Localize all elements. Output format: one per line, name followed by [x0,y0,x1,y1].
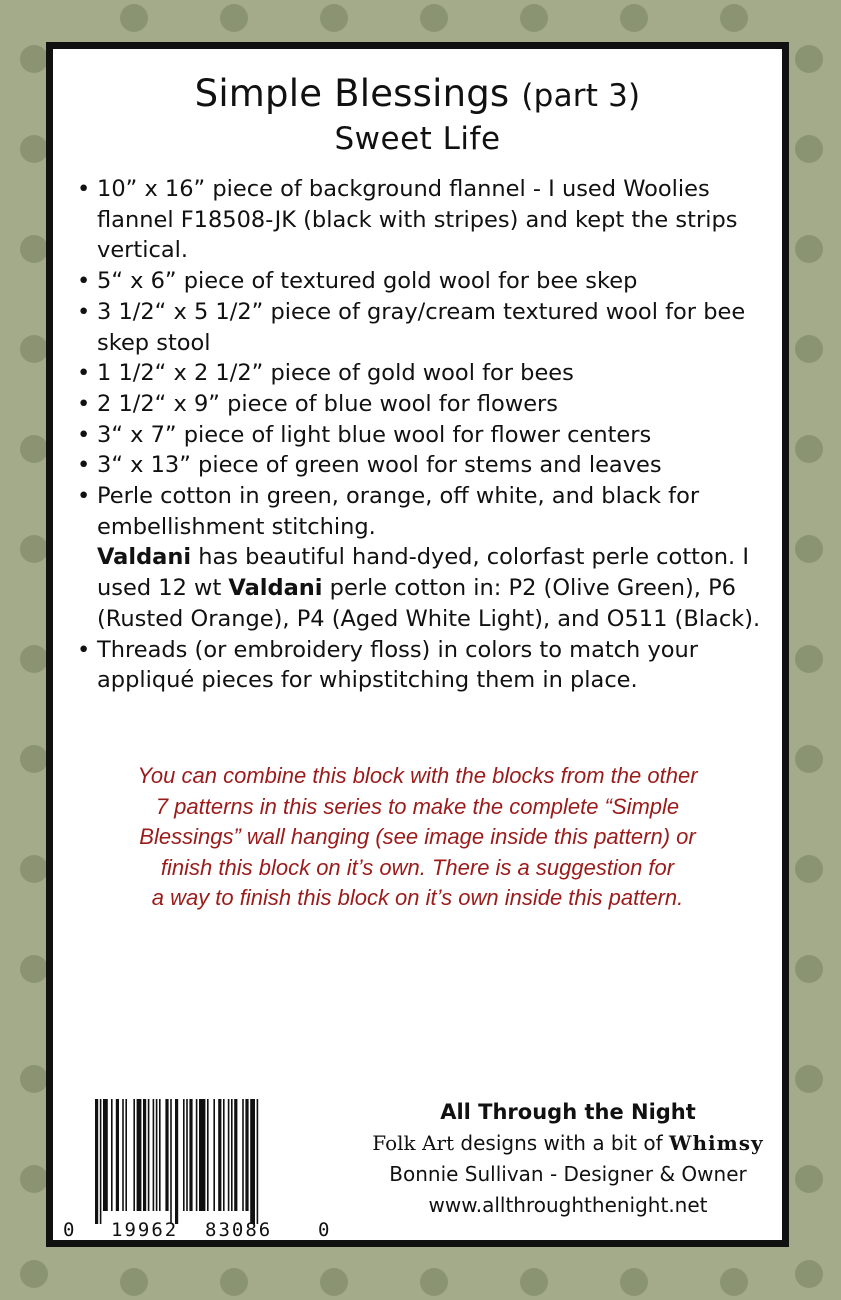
dot [795,1165,823,1193]
dot [20,45,48,73]
barcode-bar [196,1099,198,1211]
barcode-bar [257,1099,259,1224]
barcode-bars [91,1099,306,1224]
perle-cotton-text: Perle cotton in green, orange, off white, and black for embellishment stitching. [97,483,700,540]
dot [20,335,48,363]
barcode-bar [125,1099,127,1211]
dot [520,4,548,32]
valdani-text-1: has beautiful hand-dyed, colorfast perle cotton. [191,544,736,571]
barcode-bar [231,1099,233,1211]
dot [20,955,48,983]
dot [720,4,748,32]
valdani-paragraph [97,544,760,631]
dot [720,1268,748,1296]
barcode-right-digit: 0 [318,1219,330,1241]
dot [20,645,48,673]
dot [420,1268,448,1296]
dot [120,1268,148,1296]
company-name: All Through the Night [440,1100,696,1124]
valdani-text-3: perle cotton in: P2 (Olive Green), P6 (Rusted Orange), P4 (Aged White Light), and O511 (Black). [97,575,761,632]
dot [795,745,823,773]
barcode-bar [137,1099,142,1211]
supplies-list [77,174,767,696]
dot [120,4,148,32]
note-line: Blessings” wall hanging (see image inside this pattern) or [139,824,696,849]
pattern-subtitle: Sweet Life [334,121,501,157]
dot [20,135,48,163]
dot [320,4,348,32]
valdani-brand: Valdani [228,575,323,602]
dot [795,135,823,163]
barcode-bar [95,1099,98,1224]
barcode-bar [165,1099,168,1211]
dot [620,1268,648,1296]
pattern-title [53,72,782,115]
barcode-bar [234,1099,237,1211]
note-line: finish this block on it’s own. There is a suggestion for [160,854,675,880]
dot [20,435,48,463]
barcode-group-1: 19962 [111,1219,179,1241]
dot [320,1268,348,1296]
supply-item: • 10” x 16” piece of background flannel - I used Woolies flannel F18508-JK (black with stripes) and kept the strips vertical. [77,174,767,266]
dot [520,1268,548,1296]
valdani-text-2: I used 12 wt [97,544,749,602]
barcode-bar [111,1099,113,1211]
dot [20,745,48,773]
barcode-bar [159,1099,161,1211]
supply-item: • 2 1/2“ x 9” piece of blue wool for flowers [77,389,767,420]
barcode-bar [199,1099,205,1211]
barcode-bar [103,1099,108,1211]
title-part: (part 3) [521,78,641,114]
supply-item: • 3“ x 13” piece of green wool for stems and leaves [77,450,767,481]
dot [795,955,823,983]
dot [220,4,248,32]
dot [795,1260,823,1288]
dot [20,1260,48,1288]
barcode-bar [116,1099,119,1211]
barcode-bar [218,1099,221,1211]
title-text: Simple Blessings [194,72,510,115]
barcode-bar [207,1099,209,1211]
barcode-bar [122,1099,124,1211]
valdani-brand: Valdani [97,544,192,571]
barcode-group-2: 83086 [205,1219,273,1241]
barcode-bar [242,1099,244,1211]
whimsy-text: Whimsy [669,1131,764,1155]
barcode-bar [143,1099,146,1211]
barcode-left-digit: 0 [63,1219,75,1241]
note-line: 7 patterns in this series to make the complete “Simple [155,793,680,819]
barcode [91,1099,306,1229]
barcode-bar [153,1099,155,1211]
barcode-bar [189,1099,192,1211]
barcode-bar [148,1099,150,1211]
tagline-text: designs with a bit of [454,1131,670,1155]
dot [795,45,823,73]
supply-item: • Threads (or embroidery floss) in colors to match your appliqué pieces for whipstitching them in place. [77,635,767,696]
dot [795,335,823,363]
dot [220,1268,248,1296]
dot [795,645,823,673]
barcode-bar [133,1099,135,1211]
supply-item: • 3 1/2“ x 5 1/2” piece of gray/cream textured wool for bee skep stool [77,297,767,358]
barcode-bar [228,1099,230,1211]
supply-item: • 3“ x 7” piece of light blue wool for flower centers [77,420,767,451]
note-line: a way to finish this block on it’s own inside this pattern. [151,885,684,910]
barcode-bar [183,1099,185,1211]
series-note [83,761,752,914]
supply-item: • 1 1/2“ x 2 1/2” piece of gold wool for bees [77,358,767,389]
supply-item: • 5“ x 6” piece of textured gold wool for bee skep [77,266,767,297]
barcode-bar [175,1099,178,1224]
barcode-bar [250,1099,255,1224]
company-tagline [343,1128,793,1159]
dot [20,535,48,563]
supply-item-perle [77,481,767,635]
dot [795,535,823,563]
dot [795,435,823,463]
note-line: You can combine this block with the blocks from the other [137,763,698,788]
barcode-bar [245,1099,248,1211]
barcode-bar [213,1099,215,1211]
dot [20,1065,48,1093]
barcode-bar [223,1099,225,1211]
folk-art-text: Folk Art [372,1131,455,1155]
dot [420,4,448,32]
barcode-bar [100,1099,102,1224]
company-website: www.allthroughthenight.net [428,1193,708,1217]
dot [20,235,48,263]
dot [795,855,823,883]
barcode-bar [170,1099,172,1224]
dot [620,4,648,32]
barcode-bar [186,1099,188,1211]
barcode-bar [156,1099,158,1211]
company-owner: Bonnie Sullivan - Designer & Owner [389,1162,747,1186]
dot [795,1065,823,1093]
dot [795,235,823,263]
dot [20,1165,48,1193]
pattern-card [46,42,789,1247]
company-block [343,1097,793,1221]
dot [20,855,48,883]
